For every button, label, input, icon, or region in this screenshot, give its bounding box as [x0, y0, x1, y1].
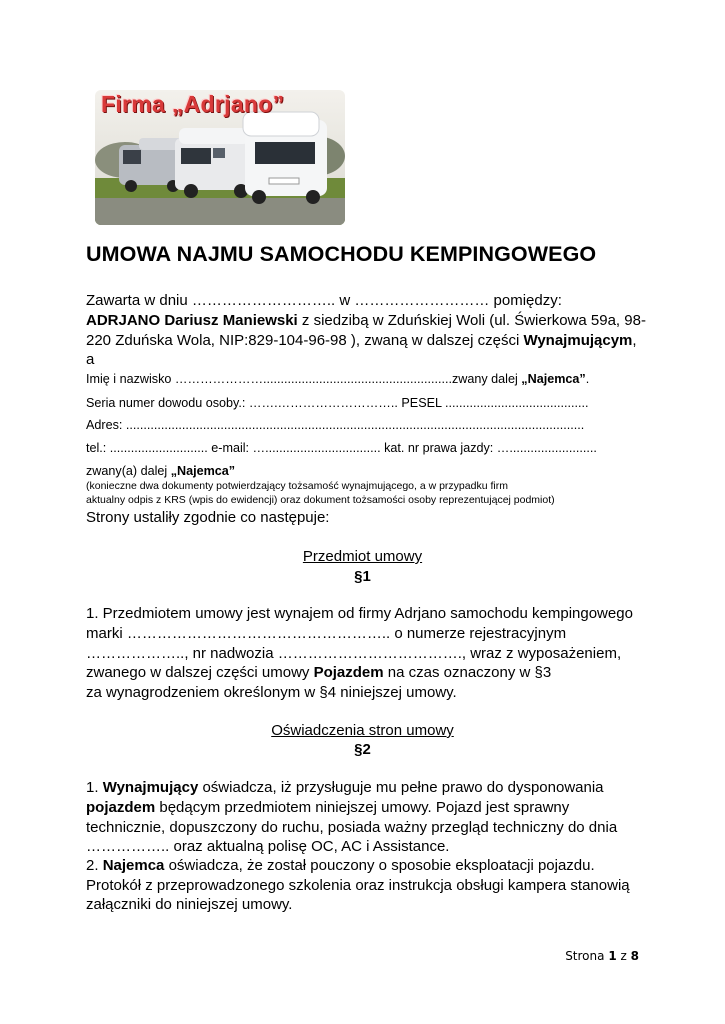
section-2-line-3: technicznie, dopuszczony do ruchu, posiada ważny przegląd techniczny do dnia — [86, 819, 618, 836]
intro-line-4: a — [86, 351, 95, 368]
camper-middle — [175, 128, 255, 198]
id-field-line: Seria numer dowodu osoby.: …….……………………….. PESEL ......................................... — [86, 396, 589, 410]
section-2-heading: Oświadczenia stron umowy — [271, 722, 454, 739]
name-field-line: Imię i nazwisko …………………......................................................zwany dalej „Najemca”. — [86, 372, 590, 386]
note-line-1: (konieczne dwa dokumenty potwierdzający tożsamość wynajmującego, a w przypadku firm — [86, 480, 508, 492]
section-1-number: §1 — [354, 568, 371, 585]
note-line-2: aktualny odpis z KRS (wpis do ewidencji) oraz dokument tożsamości osoby reprezentującej podmiot) — [86, 494, 555, 506]
section-2-line-7: załączniki do niniejszej umowy. — [86, 896, 293, 913]
camper-right — [243, 112, 327, 204]
page-number-footer: Strona 1 z 8 — [565, 949, 639, 963]
section-2-line-1: 1. Wynajmujący oświadcza, iż przysługuje mu pełne prawo do dysponowania — [86, 779, 604, 796]
section-2-number: §2 — [354, 741, 371, 758]
section-1-heading: Przedmiot umowy — [302, 548, 423, 565]
intro-line-1: Zawarta w dniu ……………………….. w ……………………… pomiędzy: — [86, 292, 562, 309]
section-2-line-6: Protokół z przeprowadzonego szkolenia oraz instrukcja obsługi kampera stanowią — [86, 877, 630, 894]
company-name: ADRJANO Dariusz Maniewski — [86, 312, 298, 329]
called-line: zwany(a) dalej „Najemca” — [86, 464, 236, 478]
address-field-line: Adres: ................................................................................................................................... — [86, 418, 585, 432]
intro-line-3: 220 Zduńska Wola, NIP:829-104-96-98 ), zwaną w dalszej części Wynajmującym, — [86, 332, 637, 349]
logo-title: Firma „Adrjano” — [101, 91, 285, 117]
parties-line: Strony ustaliły zgodnie co następuje: — [86, 509, 330, 526]
company-logo-photo — [95, 90, 345, 225]
intro-line-2: ADRJANO Dariusz Maniewski z siedzibą w Zduńskiej Woli (ul. Świerkowa 59a, 98- — [86, 312, 646, 329]
section-2-line-4: …………….. oraz aktualną polisę OC, AC i Assistance. — [86, 838, 450, 855]
contact-field-line: tel.: ............................ e-mail: …................................. kat. nr prawa jazdy: …......................... — [86, 441, 597, 455]
section-1-line-4: zwanego w dalszej części umowy Pojazdem na czas oznaczony w §3 — [86, 664, 552, 681]
section-1-line-5: za wynagrodzeniem określonym w §4 niniejszej umowy. — [86, 684, 457, 701]
section-1-line-2: marki …………………………………………….. o numerze rejestracyjnym — [86, 625, 567, 642]
document-title: UMOWA NAJMU SAMOCHODU KEMPINGOWEGO — [86, 242, 597, 266]
section-1-line-3: ……………….., nr nadwozia ………………………………., wraz z wyposażeniem, — [86, 645, 622, 662]
section-2-line-2: pojazdem będącym przedmiotem niniejszej umowy. Pojazd jest sprawny — [86, 799, 570, 816]
section-2-line-5: 2. Najemca oświadcza, że został pouczony o sposobie eksploatacji pojazdu. — [86, 857, 595, 874]
section-1-line-1: 1. Przedmiotem umowy jest wynajem od firmy Adrjano samochodu kempingowego — [86, 605, 633, 622]
